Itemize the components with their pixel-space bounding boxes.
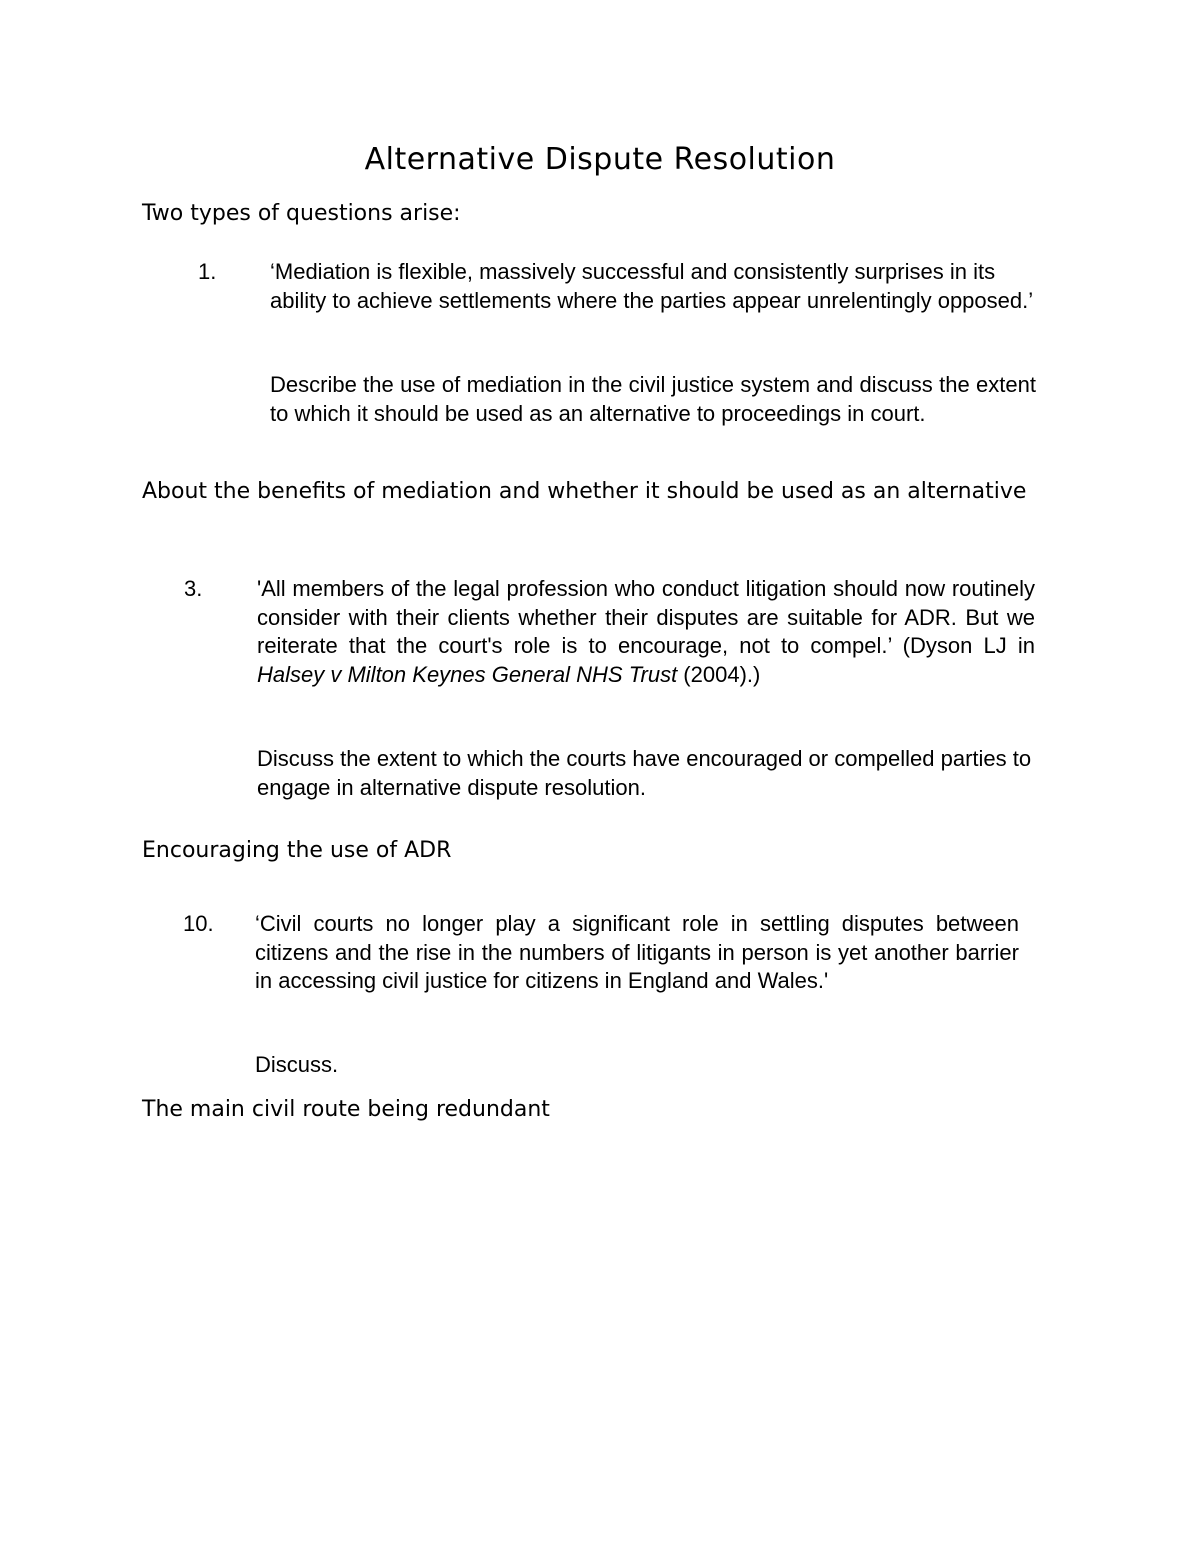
question-1-task: Describe the use of mediation in the civil justice system and discuss the extent to which it should be used as an alternative to proceedings in court. [270,372,1036,426]
question-10-quote: ‘Civil courts no longer play a significant role in settling disputes between citizens and the rise in the numbers of litigants in person is yet another barrier in accessing civil justice for citizens in England and Wales.' [255,911,1019,993]
intro-text: Two types of questions arise: [142,201,461,226]
question-3-quote [257,575,1035,689]
question-1-quote: ‘Mediation is flexible, massively successful and consistently surprises in its ability to achieve settlements where the parties appear unrelentingly opposed.’ [270,259,1034,313]
question-10-number: 10. [183,911,214,936]
question-3-case-name: Halsey v Milton Keynes General NHS Trust [257,661,678,687]
question-3-note: Encouraging the use of ADR [142,838,452,863]
question-10-note: The main civil route being redundant [142,1097,550,1122]
question-1-note: About the benefits of mediation and whether it should be used as an alternative [142,479,1027,504]
question-3-number: 3. [184,576,203,601]
question-3-quote-part1: 'All members of the legal profession who conduct litigation should now routinely consider with their clients whether their disputes are suitable for ADR. But we reiterate that the court's role is to encourage, not to compel.’ (Dyson LJ in [257,576,1035,658]
page-title: Alternative Dispute Resolution [364,142,836,177]
question-1-number: 1. [198,259,217,284]
question-10-task: Discuss. [255,1052,339,1077]
question-3-task: Discuss the extent to which the courts have encouraged or compelled parties to engage in alternative dispute resolution. [257,746,1032,800]
question-3-quote-part2: (2004).) [677,661,761,687]
